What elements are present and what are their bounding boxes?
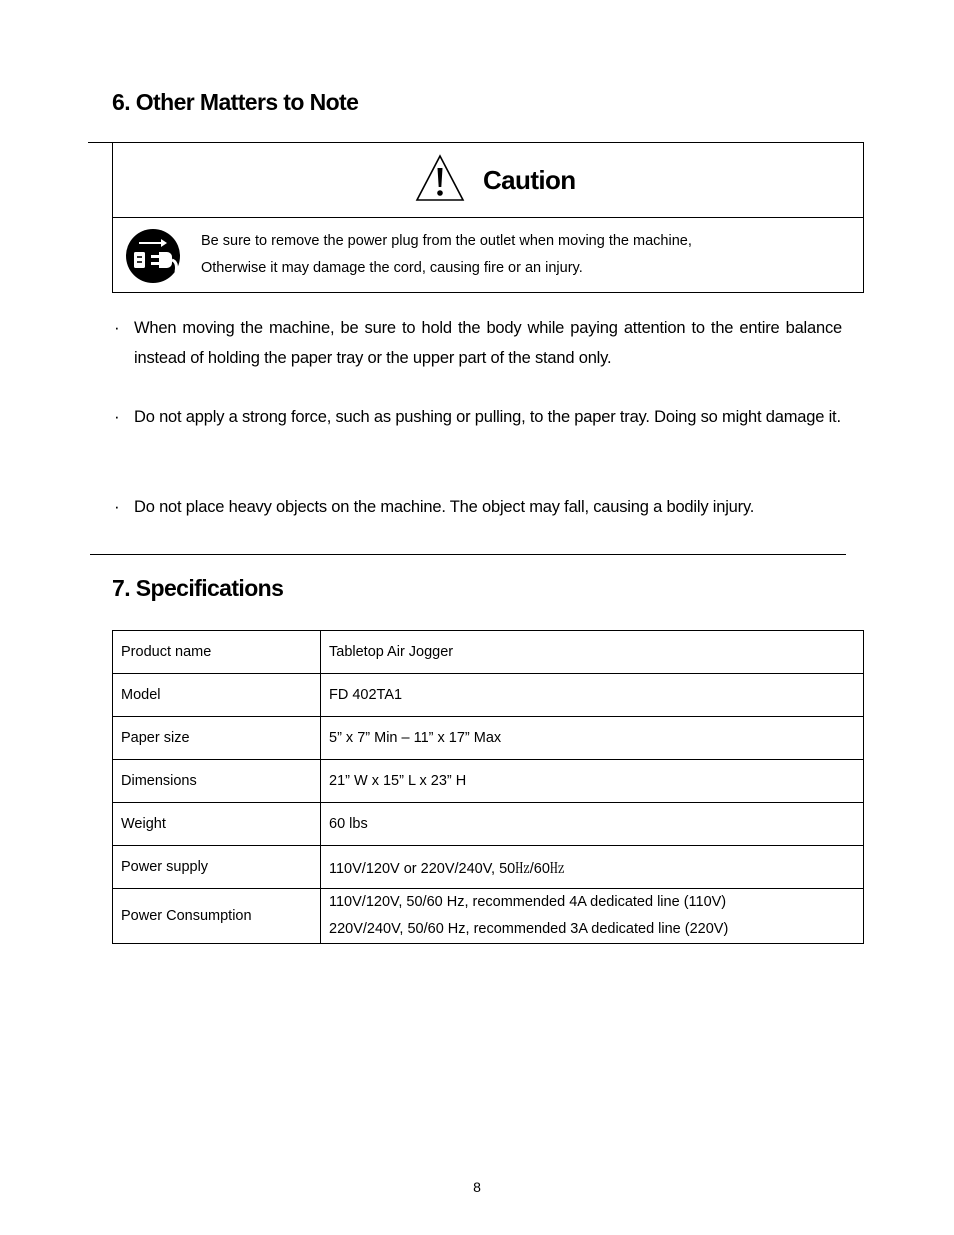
specifications-table xyxy=(112,630,864,944)
spec-value-line-1: 110V/120V, 50/60 Hz, recommended 4A dedicated line (110V) xyxy=(329,894,727,910)
caution-title: Caution xyxy=(483,165,576,195)
spec-key: Power Consumption xyxy=(113,889,321,944)
bullet-text-2: Do not apply a strong force, such as pushing or pulling, to the paper tray. Doing so might damage it. xyxy=(134,408,841,426)
spec-value: Tabletop Air Jogger xyxy=(321,631,864,674)
warning-triangle-icon xyxy=(415,154,465,202)
spec-key: Weight xyxy=(113,803,321,846)
caution-line-1: Be sure to remove the power plug from the outlet when moving the machine, xyxy=(201,233,692,249)
spec-key: Product name xyxy=(113,631,321,674)
spec-key: Model xyxy=(113,674,321,717)
spec-key: Power supply xyxy=(113,846,321,889)
spec-value xyxy=(321,889,864,944)
spec-key: Dimensions xyxy=(113,760,321,803)
caution-line-2: Otherwise it may damage the cord, causing fire or an injury. xyxy=(201,260,583,276)
spec-value-line-2: 220V/240V, 50/60 Hz, recommended 3A dedicated line (220V) xyxy=(329,921,729,937)
bullet-text-3: Do not place heavy objects on the machine. The object may fall, causing a bodily injury. xyxy=(134,498,755,516)
table-row xyxy=(113,631,864,674)
table-row xyxy=(113,760,864,803)
bullet-marker: · xyxy=(114,318,120,337)
spec-value: 110V/120V or 220V/240V, 50㎐/60㎐ xyxy=(321,846,864,889)
table-row xyxy=(113,889,864,944)
page-number: 8 xyxy=(473,1179,481,1195)
bullet-marker: · xyxy=(114,497,120,516)
section-7-title: 7. Specifications xyxy=(112,575,284,601)
spec-value: 21” W x 15” L x 23” H xyxy=(321,760,864,803)
section-rule-bottom xyxy=(90,554,846,555)
spec-value: 60 lbs xyxy=(321,803,864,846)
caution-header xyxy=(113,143,863,218)
section-6-title: 6. Other Matters to Note xyxy=(112,89,359,115)
table-row xyxy=(113,803,864,846)
bullet-text-1: When moving the machine, be sure to hold the body while paying attention to the entire balance instead of holding the paper tray or the upper part of the stand only. xyxy=(134,319,842,367)
caution-box xyxy=(112,142,864,293)
bullet-marker: · xyxy=(114,407,120,426)
spec-key: Paper size xyxy=(113,717,321,760)
table-row xyxy=(113,846,864,889)
spec-value: 5” x 7” Min – 11” x 17” Max xyxy=(321,717,864,760)
table-row xyxy=(113,717,864,760)
table-row xyxy=(113,674,864,717)
spec-value: FD 402TA1 xyxy=(321,674,864,717)
unplug-icon xyxy=(125,228,181,284)
